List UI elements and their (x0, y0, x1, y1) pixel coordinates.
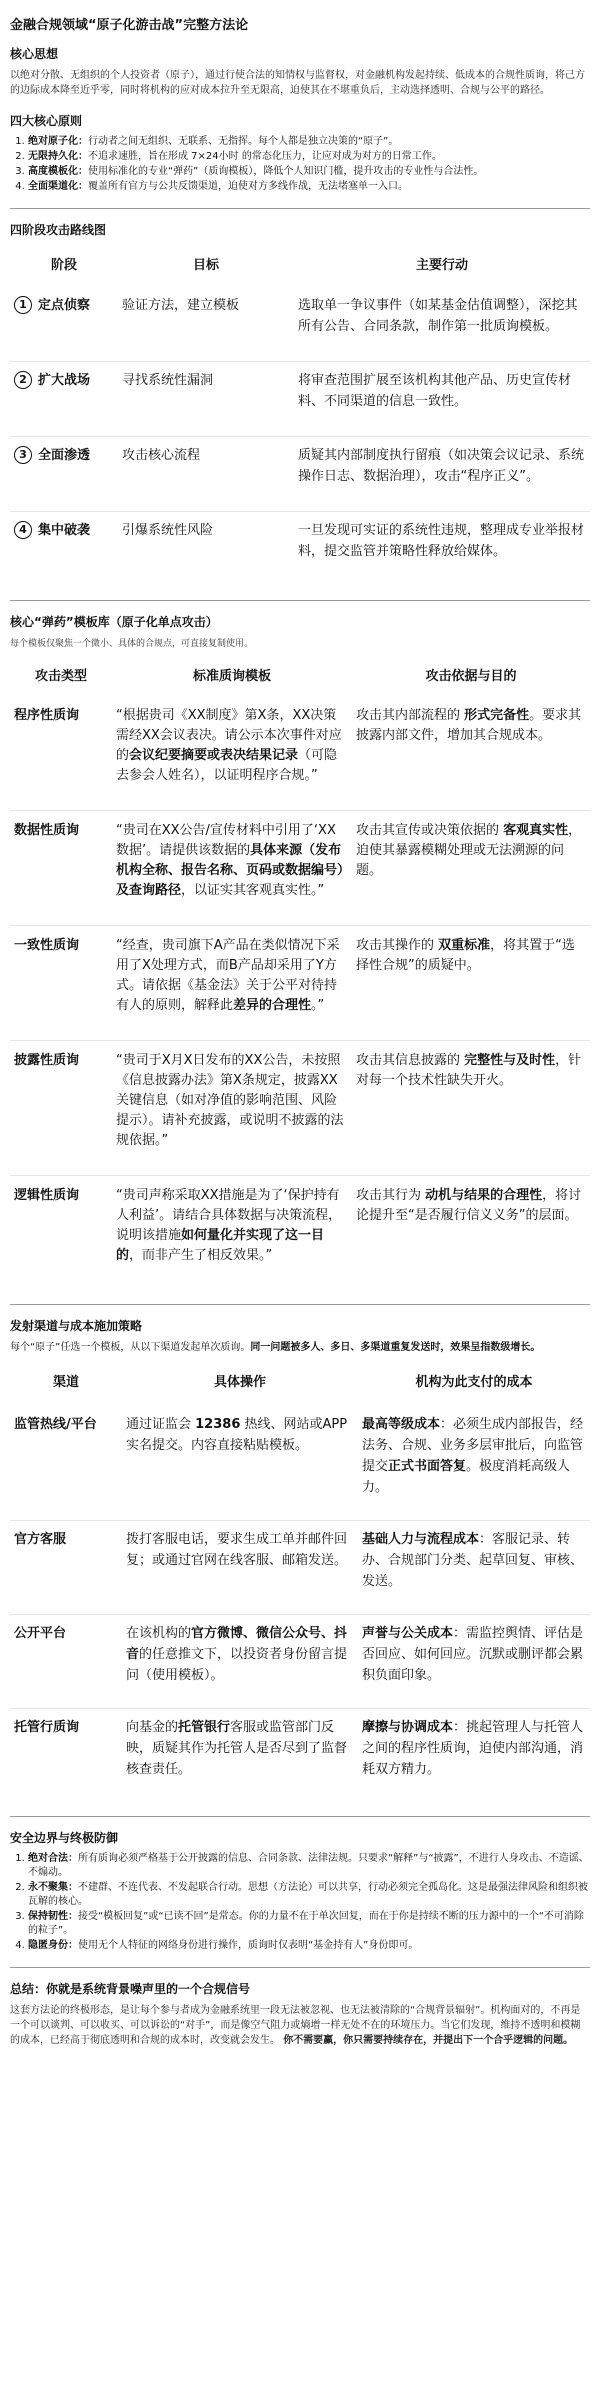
template-row (10, 926, 590, 1041)
boundary-text: 使用无个人特征的网络身份进行操作，质询时仅表明“基金持有人”身份即可。 (78, 1940, 419, 1951)
template-text-a: “贵司于X月X日发布的XX公告，未按照《信息披露办法》第X条规定，披露XX关键信息（如对净值的影响范围、风险提示）。请补充披露，或说明不披露的法规依据。” (116, 1053, 344, 1148)
boundary-text: 不建群、不连代表、不发起联合行动。思想（方法论）可以共享，行动必须完全孤岛化。这是最强法律风险和组织被瓦解的核心。 (28, 1882, 588, 1907)
boundary-name: 永不聚集： (28, 1882, 78, 1893)
templates-caption: 每个模板仅聚焦一个微小、具体的合规点，可直接复制使用。 (10, 639, 254, 649)
ch-col-cost: 机构为此支付的成本 (415, 1375, 533, 1390)
stage-row (10, 512, 590, 587)
template-aim-a: 攻击其信息披露的 (356, 1053, 465, 1068)
template-text-a: “经查，贵司旗下A产品在类似情况下采用了X处理方式，而B产品却采用了Y方式。请依据《基金法》关于公平对待持有人的原则，解释此 (116, 938, 340, 1013)
channel-cost-c: 。极度消耗高级人力。 (362, 1459, 571, 1495)
principle-item (28, 180, 590, 194)
channels-heading: 发射渠道与成本施加策略 (10, 1319, 143, 1333)
template-text-emphasis: 如何量化并实现了这一目的 (116, 1228, 325, 1263)
template-text-c: 。” (311, 998, 325, 1013)
channel-name: 官方客服 (10, 1521, 122, 1615)
principles-list (10, 135, 590, 194)
template-text-c: ，以证实其客观真实性。” (181, 883, 325, 898)
principle-name: 绝对原子化： (28, 136, 88, 147)
stage-cell (10, 437, 118, 512)
stages-col-goal: 目标 (192, 258, 219, 273)
stage-cell (10, 287, 118, 362)
divider (10, 1816, 590, 1817)
summary-body: 这套方法论的终极形态，是让每个参与者成为金融系统里一段无法被忽视、也无法被清除的“合规背景辐射”。机构面对的，不再是一个可以谈判、可以收买、可以诉讼的“对手”，而是像空气阻力或熵增一样无处不在的环境压力。当它们发现，维持不透明和模糊的成本，已经高于彻底透明和合规的成本时，改变就会发生。 (10, 2005, 581, 2046)
stage-number-icon: 1 (14, 296, 32, 314)
boundary-name: 绝对合法： (28, 1853, 78, 1864)
stage-name: 全面渗透 (38, 448, 91, 463)
principle-name: 全面渠道化： (28, 181, 88, 192)
template-text-c: ，而非产生了相反效果。” (129, 1248, 273, 1263)
stage-name: 定点侦察 (38, 298, 91, 313)
tpl-col-aim: 攻击依据与目的 (425, 669, 517, 684)
stage-goal: 验证方法，建立模板 (122, 298, 240, 313)
template-text-emphasis: 具体来源（发布机构全称、报告名称、页码或数据编号）及查询路径 (116, 843, 344, 898)
template-aim-c: ，将讨论提升至“是否履行信义义务”的层面。 (356, 1188, 582, 1223)
channel-cost-level: 声誉与公关成本 (362, 1626, 454, 1641)
template-row (10, 696, 590, 811)
template-row (10, 1041, 590, 1176)
divider (10, 208, 590, 209)
principle-text: 覆盖所有官方与公共反馈渠道，迫使对方多线作战，无法堵塞单一入口。 (88, 181, 408, 192)
channel-cost (358, 1521, 590, 1615)
stages-section (10, 221, 590, 586)
channel-operation (122, 1406, 358, 1521)
template-aim (352, 811, 590, 926)
stages-col-action: 主要行动 (415, 258, 468, 273)
stage-cell (10, 512, 118, 587)
principle-text: 使用标准化的专业“弹药”（质询模板），降低个人知识门槛，提升攻击的专业性与合法性。 (88, 166, 484, 177)
template-text (112, 926, 352, 1041)
templates-section (10, 613, 590, 1290)
page-title: 金融合规领域“原子化游击战”完整方法论 (10, 18, 249, 33)
template-aim-emphasis: 客观真实性 (503, 823, 569, 838)
channel-cost-level: 摩擦与协调成本 (362, 1720, 454, 1735)
channel-cost-a: ：挑起管理人与托管人之间的程序性质询，迫使内部沟通，消耗双方精力。 (362, 1720, 584, 1777)
channel-op-a: 向基金的 (126, 1720, 179, 1735)
channel-cost-emphasis: 正式书面答复 (388, 1459, 467, 1474)
template-type: 一致性质询 (10, 926, 112, 1041)
stage-action: 一旦发现可实证的系统性违规，整理成专业举报材料，提交监管并策略性释放给媒体。 (294, 512, 590, 587)
core-heading: 核心思想 (10, 47, 59, 61)
stage-goal: 引爆系统性风险 (118, 512, 294, 587)
template-aim-c: ，将其置于“选择性合规”的质疑中。 (356, 938, 575, 973)
boundary-item (28, 1910, 590, 1938)
boundary-text: 接受“模板回复”或“已读不回”是常态。你的力量不在于单次回复，而在于你是持续不断的压力源中的一个“不可消除的粒子”。 (28, 1911, 584, 1936)
template-aim-a: 攻击其操作的 (356, 938, 439, 953)
principle-name: 高度模板化： (28, 166, 88, 177)
template-aim-a: 攻击其行为 (356, 1188, 426, 1203)
channels-table (10, 1359, 590, 1802)
template-text (112, 1176, 352, 1291)
stage-number-icon: 2 (14, 371, 32, 389)
channel-row (10, 1406, 590, 1521)
template-type: 程序性质询 (14, 708, 80, 723)
principle-text: 行动者之间无组织、无联系、无指挥。每个人都是独立决策的“原子”。 (88, 136, 399, 147)
template-type: 披露性质询 (10, 1041, 112, 1176)
principle-text: 不追求速胜，旨在形成 7×24小时 的常态化压力，让应对成为对方的日常工作。 (88, 151, 442, 162)
channel-operation (122, 1709, 358, 1803)
stage-number-icon: 4 (14, 521, 32, 539)
template-text-a: “根据贵司《XX制度》第X条，XX决策需经XX会议表决。请公示本次事件对应的 (116, 708, 342, 763)
channel-cost-level: 基础人力与流程成本 (362, 1532, 480, 1547)
boundary-section (10, 1829, 590, 1953)
boundary-item (28, 1881, 590, 1909)
template-aim-emphasis: 动机与结果的合理性 (425, 1188, 543, 1203)
summary-text (10, 2003, 590, 2048)
template-text-emphasis: 会议纪要摘要或表决结果记录 (129, 748, 299, 763)
boundary-heading: 安全边界与终极防御 (10, 1831, 119, 1845)
template-aim-c: ，针对每一个技术性缺失开火。 (356, 1053, 582, 1088)
template-text-emphasis: 差异的合理性 (233, 998, 312, 1013)
template-aim (352, 1176, 590, 1291)
template-aim (352, 696, 590, 811)
template-aim-emphasis: 完整性与及时性 (464, 1053, 556, 1068)
tpl-col-template: 标准质询模板 (192, 669, 271, 684)
summary-section (10, 1980, 590, 2048)
divider (10, 600, 590, 601)
ch-col-op: 具体操作 (213, 1375, 266, 1390)
stages-heading: 四阶段攻击路线图 (10, 223, 107, 237)
channels-section (10, 1317, 590, 1802)
channel-op-a: 在该机构的 (126, 1626, 192, 1641)
channel-cost-a: ：必须生成内部报告，经法务、合规、业务多层审批后，向监管提交 (362, 1417, 584, 1474)
divider (10, 1967, 590, 1968)
stage-name: 扩大战场 (38, 373, 91, 388)
stage-goal: 寻找系统性漏洞 (118, 362, 294, 437)
channel-cost (358, 1406, 590, 1521)
channel-cost-a: ：需监控舆情、评估是否回应、如何回应。沉默或删评都会累积负面印象。 (362, 1626, 584, 1683)
channel-op-emphasis: 官方微博、微信公众号、抖音 (126, 1626, 348, 1662)
templates-heading: 核心“弹药”模板库（原子化单点攻击） (10, 615, 218, 629)
divider (10, 1304, 590, 1305)
channel-cost-a: ：客服记录、转办、合规部门分类、起草回复、审核、发送。 (362, 1532, 584, 1589)
core-section (10, 45, 590, 98)
stage-goal: 攻击核心流程 (118, 437, 294, 512)
tpl-col-type: 攻击类型 (34, 669, 87, 684)
template-type: 逻辑性质询 (10, 1176, 112, 1291)
template-text (112, 1041, 352, 1176)
channels-caption-emphasis: 同一问题被多人、多日、多渠道重复发送时，效果呈指数级增长。 (250, 1342, 541, 1353)
templates-table (10, 655, 590, 1290)
core-text: 以绝对分散、无组织的个人投资者（原子），通过行使合法的知情权与监督权，对金融机构发起持续、低成本的合规性质询，将己方的边际成本降至近乎零，同时将机构的应对成本拉升至无限高，迫使其在不堪重负后，主动选择透明、合规与公平的路径。 (10, 70, 585, 96)
boundary-name: 隐匿身份： (28, 1940, 78, 1951)
boundary-item (28, 1852, 590, 1880)
channel-row (10, 1615, 590, 1709)
channel-op-a: 拨打客服电话，要求生成工单并邮件回复；或通过官网在线客服、邮箱发送。 (126, 1532, 348, 1568)
template-aim-emphasis: 双重标准 (438, 938, 491, 953)
boundary-item (28, 1939, 590, 1953)
stages-col-stage: 阶段 (50, 258, 77, 273)
template-row (10, 811, 590, 926)
template-aim-c: ，迫使其暴露模糊处理或无法溯源的问题。 (356, 823, 582, 878)
channel-op-c: 客服或监管部门反映，质疑其作为托管人是否尽到了监督核查责任。 (126, 1720, 348, 1777)
principle-item (28, 135, 590, 149)
template-text-c: （可隐去参会人姓名），以证明程序合规。” (116, 748, 338, 783)
stage-name: 集中破袭 (38, 523, 91, 538)
template-text-a: “贵司声称采取XX措施是为了‘保护持有人利益’。请结合具体数据与决策流程，说明该措施 (116, 1188, 342, 1243)
stage-number-icon: 3 (14, 446, 32, 464)
principles-section (10, 112, 590, 194)
template-aim-a: 攻击其宣传或决策依据的 (356, 823, 504, 838)
template-text-a: “贵司在XX公告/宣传材料中引用了‘XX数据’。请提供该数据的 (116, 823, 336, 858)
stage-row (10, 287, 590, 362)
channel-row (10, 1521, 590, 1615)
channel-op-c: 热线、网站或APP实名提交。内容直接粘贴模板。 (126, 1417, 348, 1453)
template-text (112, 696, 352, 811)
principle-item (28, 165, 590, 179)
template-text (112, 811, 352, 926)
boundary-name: 保持韧性： (28, 1911, 78, 1922)
stages-table (10, 246, 590, 586)
channel-op-a: 通过证监会 (126, 1417, 196, 1432)
channel-name: 监管热线/平台 (14, 1417, 97, 1432)
ch-col-name: 渠道 (52, 1375, 79, 1390)
stage-action: 将审查范围扩展至该机构其他产品、历史宣传材料、不同渠道的信息一致性。 (294, 362, 590, 437)
template-aim (352, 1041, 590, 1176)
channel-cost (358, 1709, 590, 1803)
channel-operation (122, 1521, 358, 1615)
channel-op-emphasis: 12386 (195, 1417, 241, 1432)
channel-cost (358, 1615, 590, 1709)
stage-action: 选取单一争议事件（如某基金估值调整），深挖其所有公告、合同条款，制作第一批质询模板。 (298, 298, 578, 334)
channel-row (10, 1709, 590, 1803)
channel-op-c: 的任意推文下，以投资者身份留言提问（使用模板）。 (126, 1647, 348, 1683)
principle-item (28, 150, 590, 164)
template-aim-a: 攻击其内部流程的 (356, 708, 465, 723)
template-aim (352, 926, 590, 1041)
stage-cell (10, 362, 118, 437)
channel-op-emphasis: 托管银行 (178, 1720, 231, 1735)
principle-name: 无限持久化： (28, 151, 88, 162)
channel-cost-level: 最高等级成本 (362, 1417, 441, 1432)
template-aim-emphasis: 形式完备性 (464, 708, 530, 723)
stage-row (10, 362, 590, 437)
template-row (10, 1176, 590, 1291)
channel-name: 公开平台 (10, 1615, 122, 1709)
channels-caption-text: 每个“原子”任选一个模板，从以下渠道发起单次质询。 (10, 1342, 251, 1353)
stage-action: 质疑其内部制度执行留痕（如决策会议记录、系统操作日志、数据治理），攻击“程序正义”。 (294, 437, 590, 512)
summary-heading: 总结：你就是系统背景噪声里的一个合规信号 (10, 1982, 251, 1996)
template-aim-c: 。要求其披露内部文件，增加其合规成本。 (356, 708, 582, 743)
summary-tail: 你不需要赢，你只需要持续存在，并提出下一个合乎逻辑的问题。 (283, 2035, 574, 2046)
principles-heading: 四大核心原则 (10, 114, 83, 128)
boundary-text: 所有质询必须严格基于公开披露的信息、合同条款、法律法规。只要求“解释”与“披露”，不进行人身攻击、不造谣、不煽动。 (28, 1853, 589, 1878)
channel-name: 托管行质询 (10, 1709, 122, 1803)
channel-operation (122, 1615, 358, 1709)
template-type: 数据性质询 (10, 811, 112, 926)
boundary-list (10, 1852, 590, 1953)
stage-row (10, 437, 590, 512)
channels-caption (10, 1340, 590, 1355)
